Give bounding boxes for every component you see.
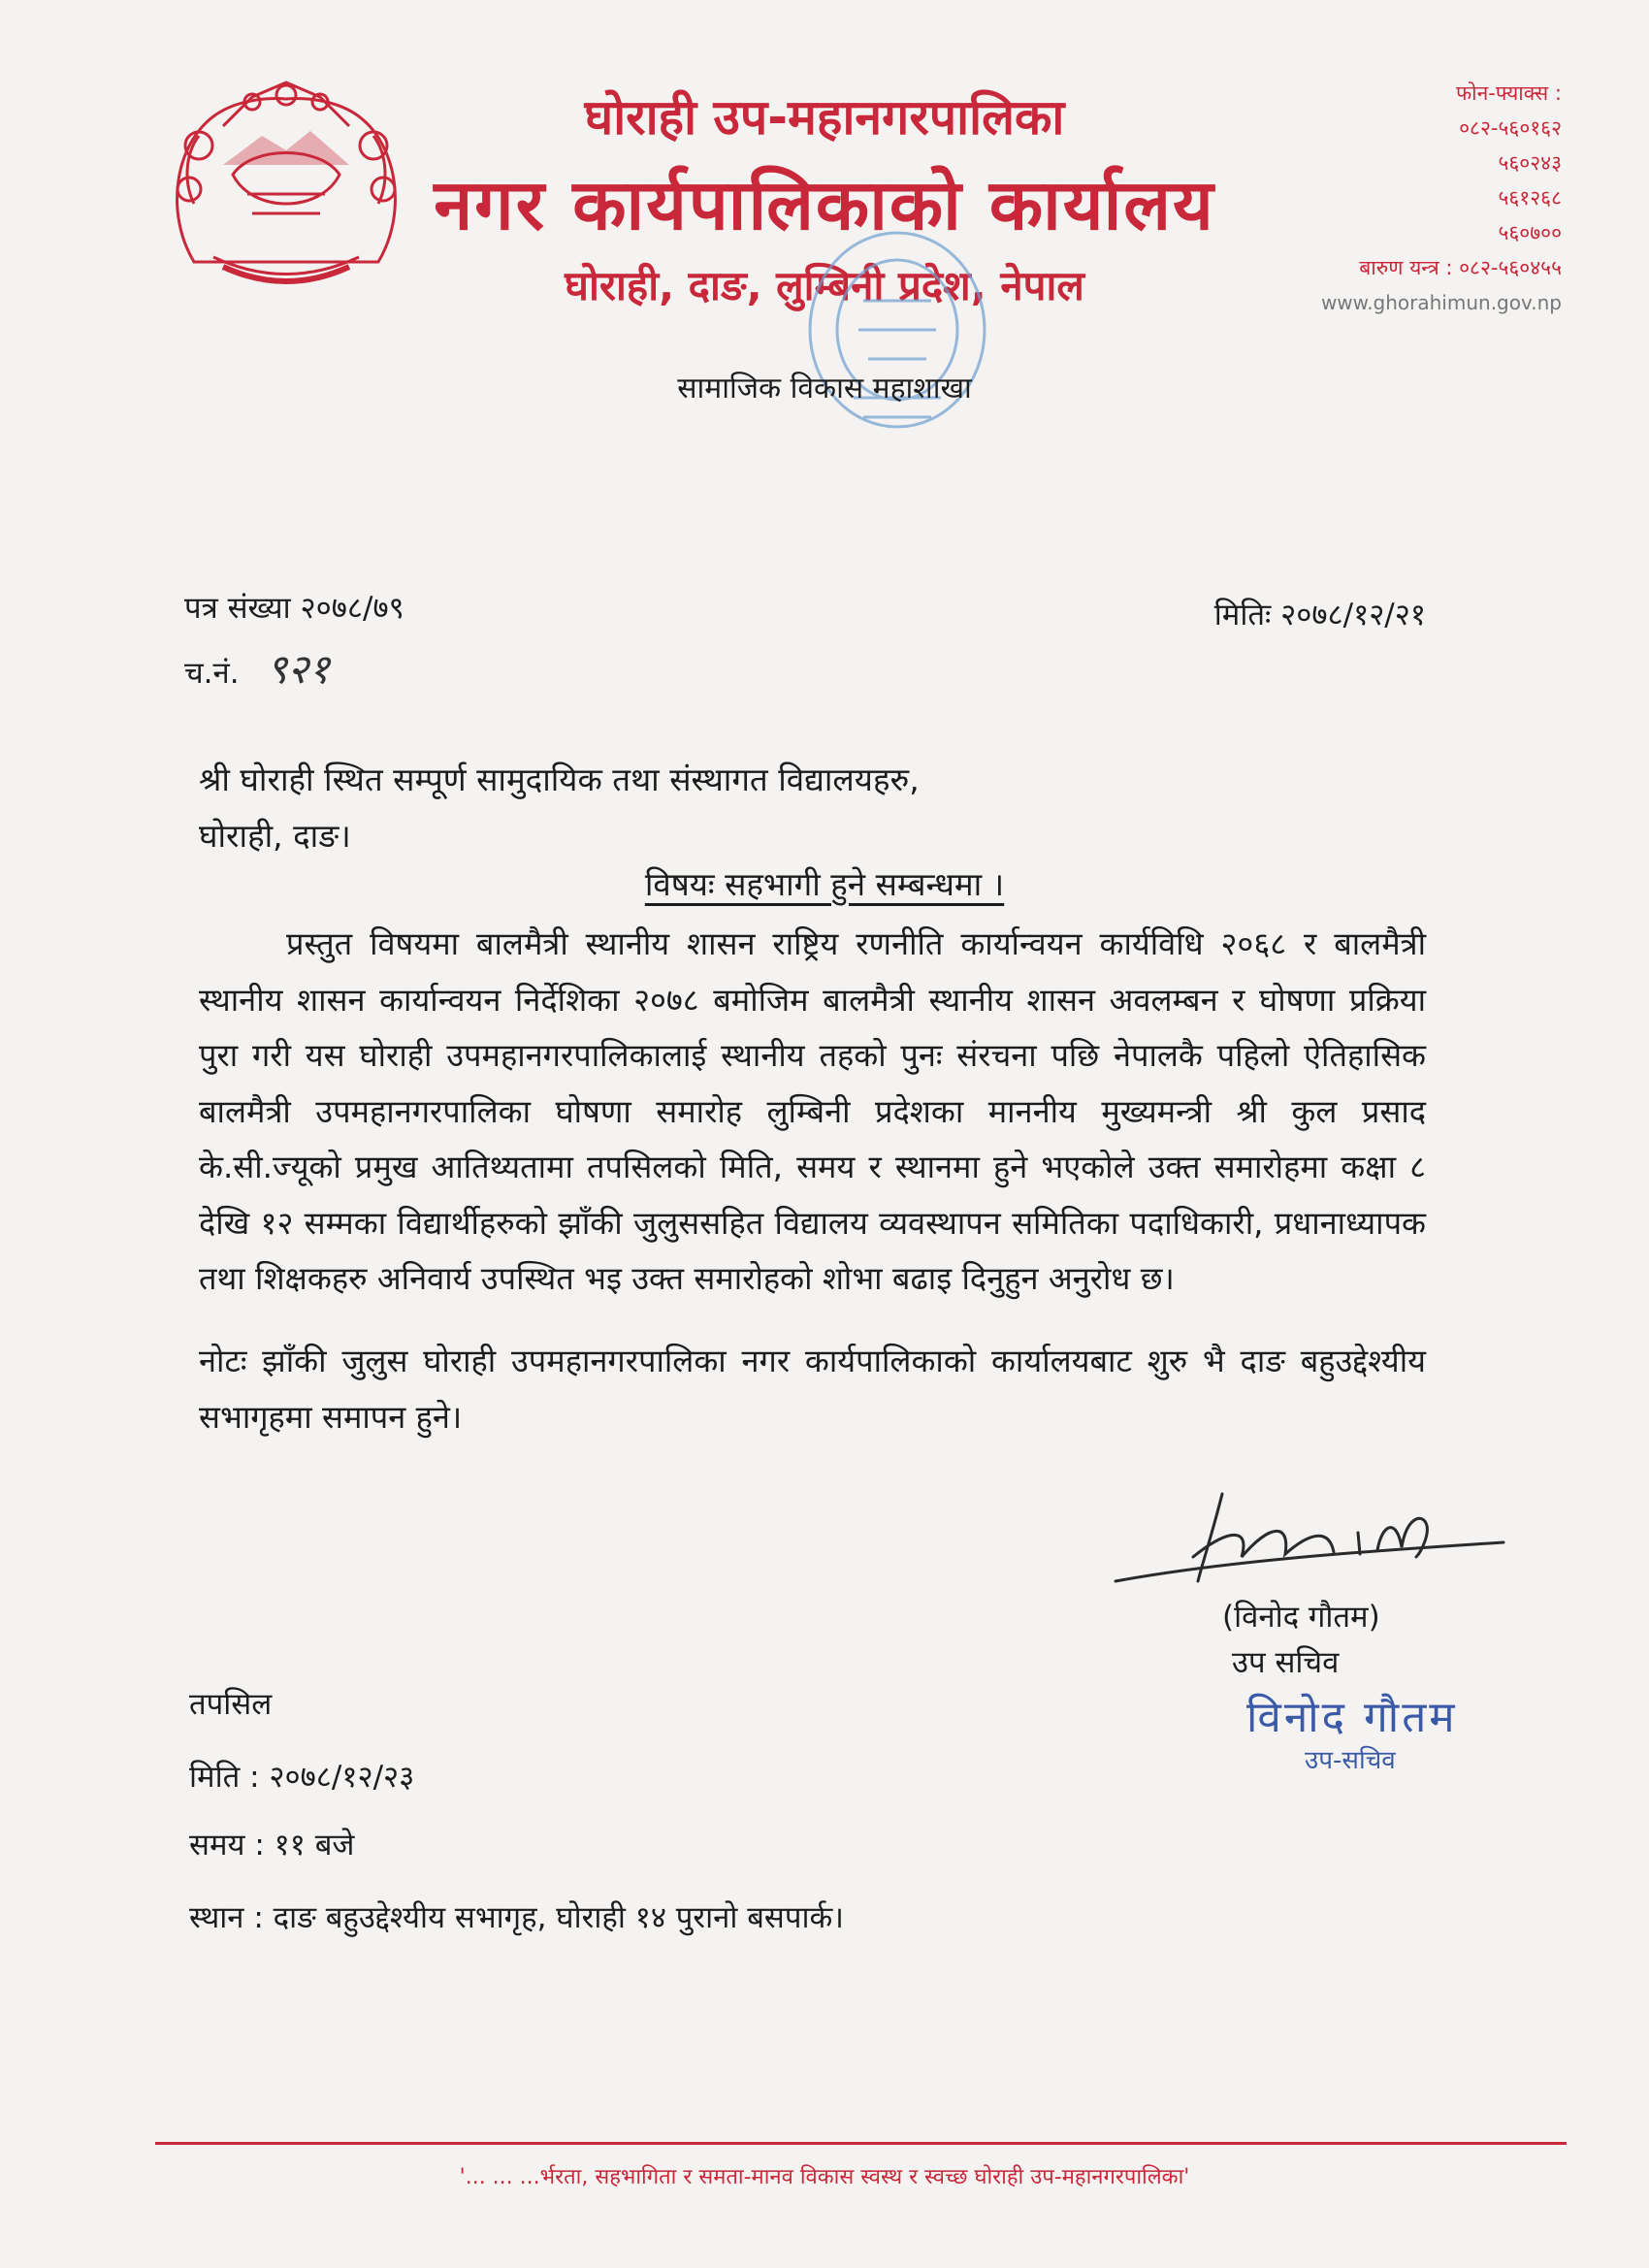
contact-block (1290, 76, 1562, 320)
footer-slogan: '... ... ...र्भरता, सहभागिता र समता-मानव विकास स्वस्थ र स्वच्छ घोराही उप-महानगरपालिका' (459, 2165, 1190, 2189)
office-address: घोराही, दाङ, लुम्बिनी प्रदेश, नेपाल (565, 262, 1084, 309)
dispatch-label: च.नं. (184, 656, 240, 691)
subject-text: विषयः सहभागी हुने सम्बन्धमा । (644, 865, 1005, 903)
recipient-line: श्री घोराही स्थित सम्पूर्ण सामुदायिक तथा संस्थागत विद्यालयहरु, (199, 761, 920, 798)
phone-number: ५६०२४३ (1498, 151, 1562, 175)
phone-number: ५६१२६८ (1498, 186, 1562, 210)
letter-reference (184, 587, 404, 628)
schedule-place: स्थान : दाङ बहुउद्देश्यीय सभागृह, घोराही १४ पुरानो बसपार्क। (189, 1900, 845, 1935)
dispatch-number (184, 640, 330, 696)
letter-body: प्रस्तुत विषयमा बालमैत्री स्थानीय शासन राष्ट्रिय रणनीति कार्यान्वयन कार्यविधि २०६८ र बालमैत्री स्थानीय शासन कार्यान्वयन निर्देशिका २०७८ बमोजिम बालमैत्री स्थानीय शासन अवलम्बन र घोषणा प्रक्रिया पुरा गरी यस घोराही उपमहानगरपालिकालाई स्थानीय तहको पुनः संरचना पछि नेपालकै पहिलो ऐतिहासिक बालमैत्री उपमहानगरपालिका घोषणा समारोह लुम्बिनी प्रदेशका माननीय मुख्यमन्त्री श्री कुल प्रसाद के.सी.ज्यूको प्रमुख आतिथ्यतामा तपसिलको मिति, समय र स्थानमा हुने भएकोले उक्त समारोहमा कक्षा ८ देखि १२ सम्मका विद्यार्थीहरुको झाँकी जुलुससहित विद्यालय व्यवस्थापन समितिका पदाधिकारी, प्रधानाध्यापक तथा शिक्षकहरु अनिवार्य उपस्थित भइ उक्त समारोहको शोभा बढाइ दिनुहुन अनुरोध छ। (199, 925, 1426, 1297)
office-stamp-icon (795, 223, 999, 466)
letter-date: मितिः २०७८/१२/२१ (1213, 598, 1426, 632)
municipality-name: घोराही उप-महानगरपालिका (584, 89, 1065, 146)
phone-fax-label: फोन-फ्याक्स : (1455, 81, 1562, 105)
recipient (199, 752, 920, 864)
office-title: नगर कार्यपालिकाको कार्यालय (434, 164, 1215, 245)
website: www.ghorahimun.gov.np (1320, 291, 1562, 314)
schedule-heading: तपसिल (189, 1687, 273, 1722)
name-stamp: विनोद गौतम (1246, 1693, 1458, 1742)
footer-divider (155, 2142, 1567, 2145)
division-name: सामाजिक विकास महाशाखा (677, 372, 972, 405)
recipient-line: घोराही, दाङ। (199, 817, 351, 855)
subject (0, 861, 1649, 905)
schedule-date: मिति : २०७८/१२/२३ (189, 1760, 415, 1795)
designation-stamp: उप-सचिव (1305, 1746, 1396, 1775)
phone-number: ५६०७०० (1498, 221, 1562, 244)
fire-service-number: बारुण यन्त्र : ०८२-५६०४५५ (1359, 256, 1562, 279)
signatory-name: (विनोद गौतम) (1222, 1600, 1380, 1635)
phone-number: ०८२-५६०१६२ (1459, 116, 1562, 140)
signature-icon (1106, 1465, 1513, 1601)
reference-label: पत्र संख्या (184, 591, 291, 626)
schedule-time: समय : ११ बजे (189, 1828, 355, 1863)
letter-note: नोटः झाँकी जुलुस घोराही उपमहानगरपालिका नगर कार्यपालिकाको कार्यालयबाट शुरु भै दाङ बहुउद्देश्यीय सभागृहमा समापन हुने। (199, 1343, 1426, 1436)
reference-number: २०७८/७९ (300, 591, 404, 626)
dispatch-value: ९२१ (266, 645, 330, 693)
signatory-designation: उप सचिव (1232, 1645, 1340, 1680)
